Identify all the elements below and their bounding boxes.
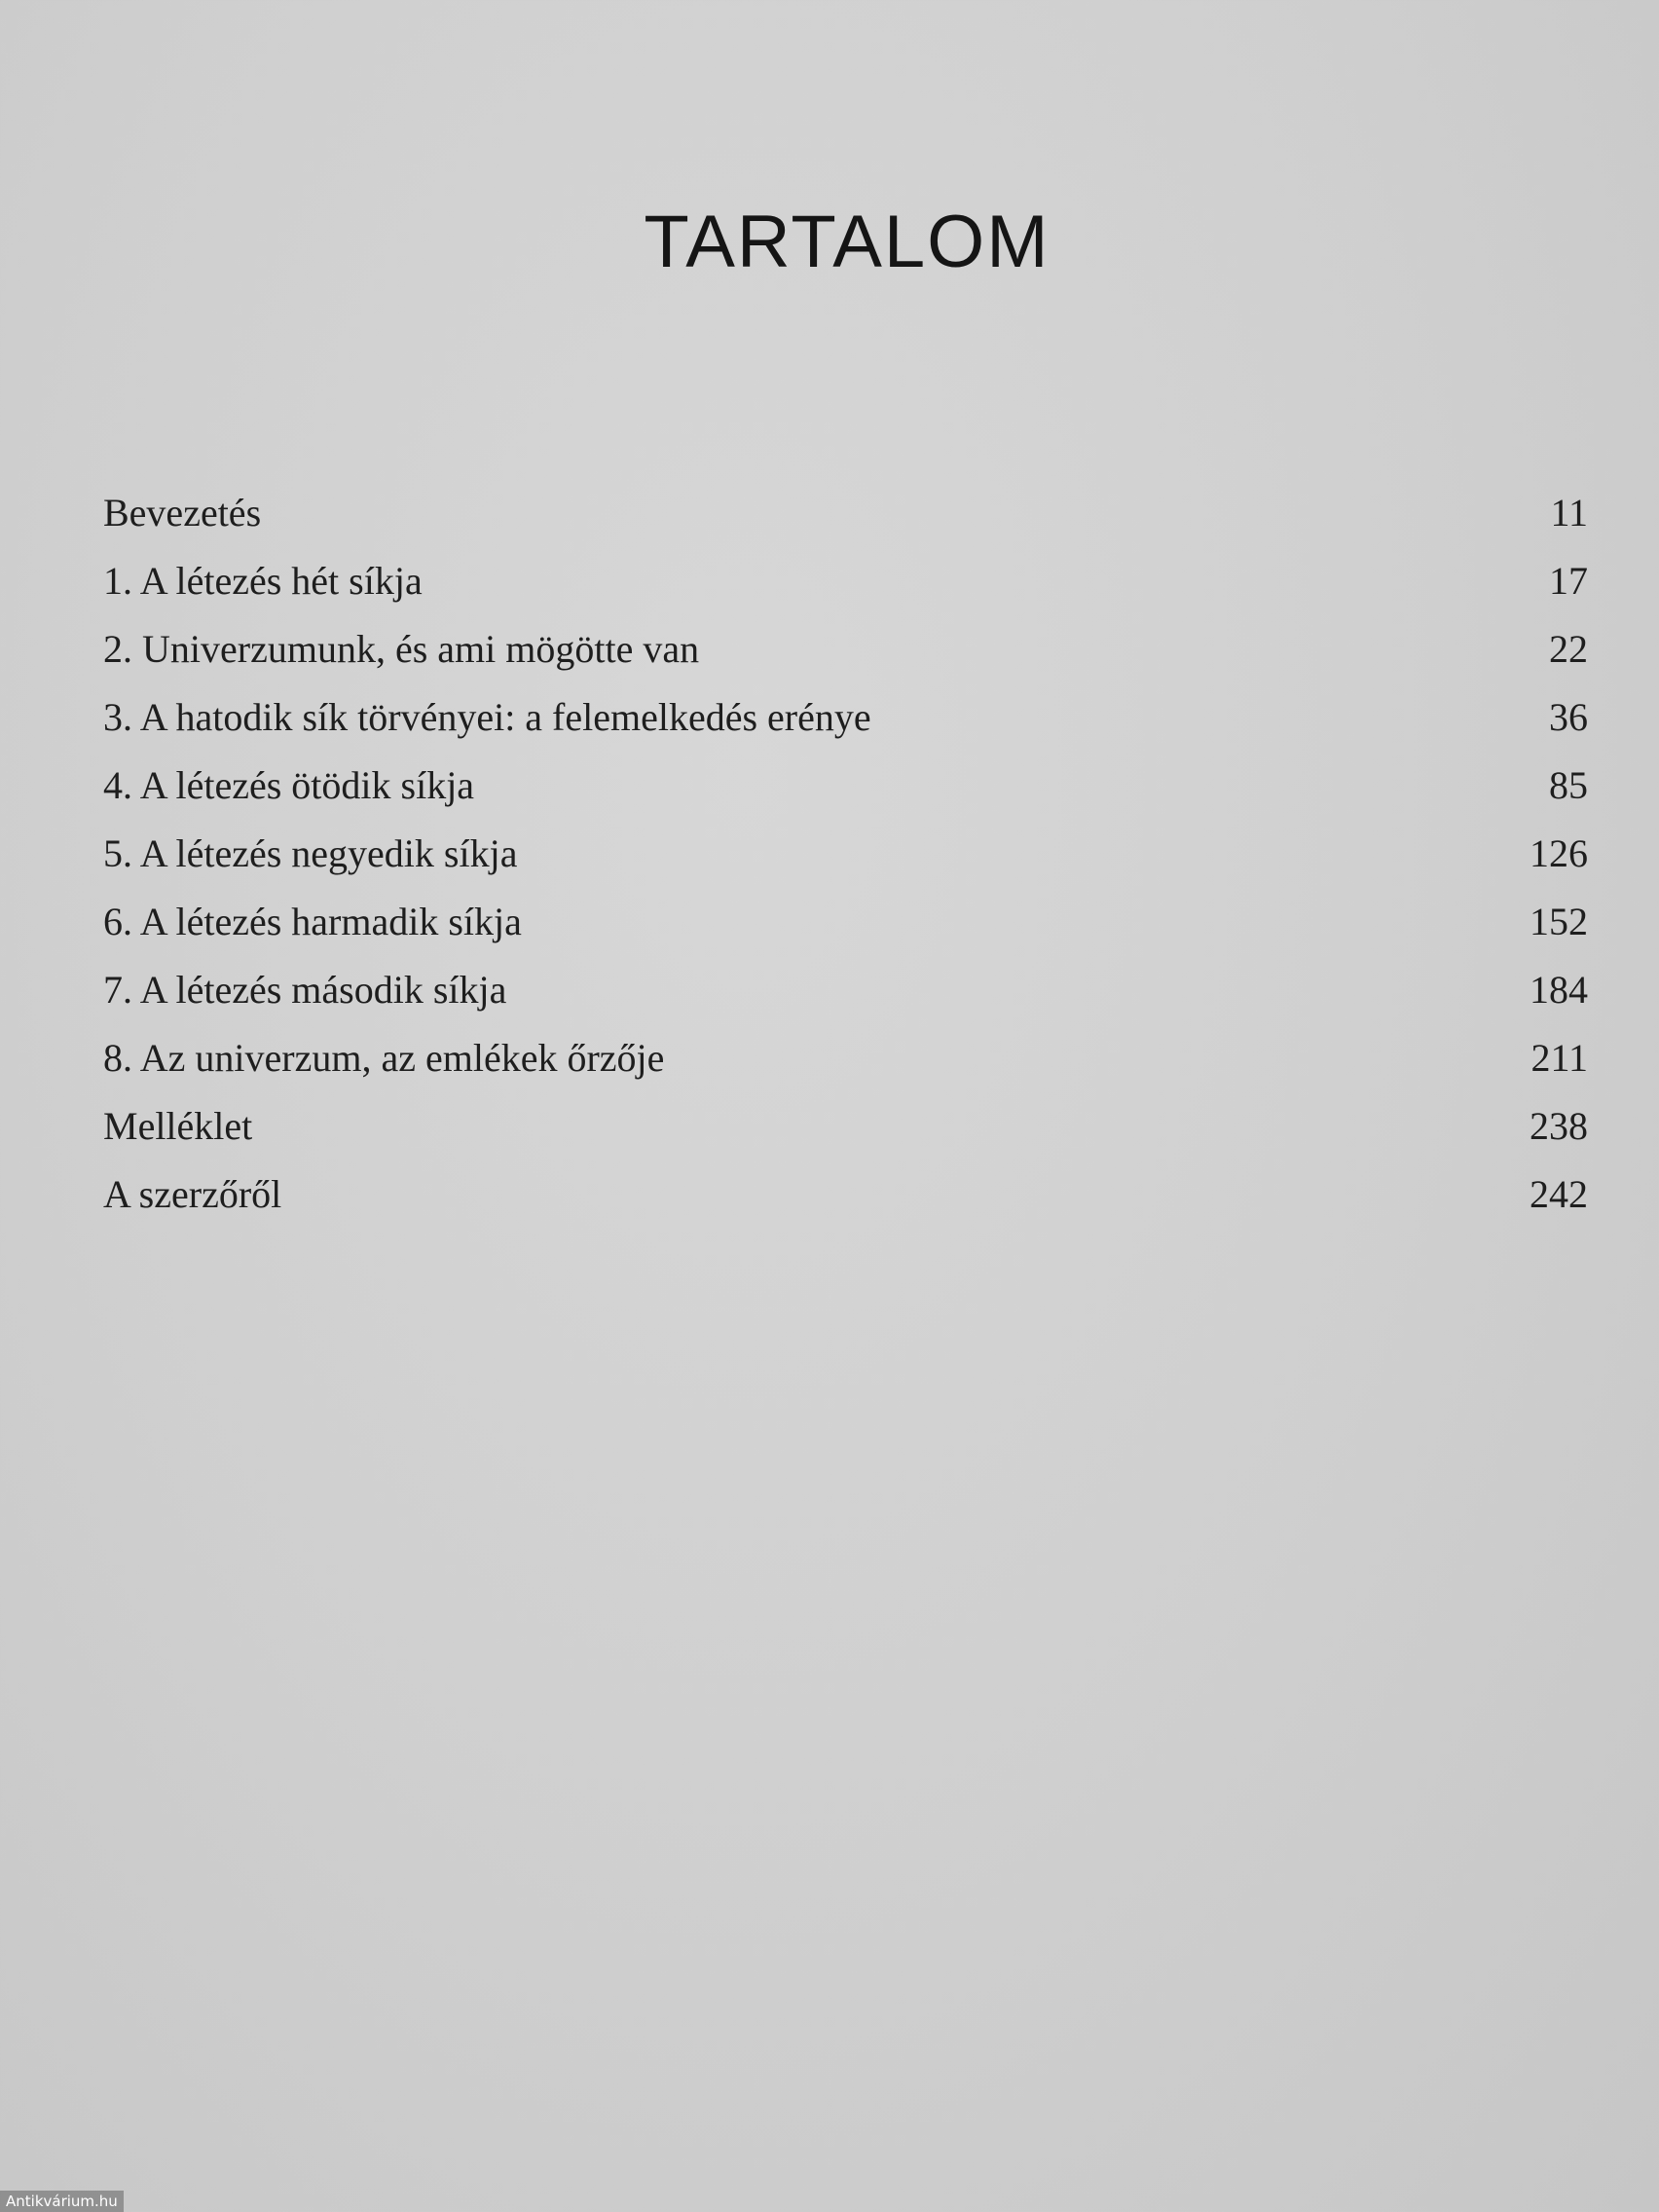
toc-entry <box>103 615 1588 683</box>
toc-entry <box>103 888 1588 956</box>
toc-entry <box>103 956 1588 1024</box>
table-of-contents <box>103 479 1588 1229</box>
toc-entry <box>103 752 1588 820</box>
toc-entry-page-number: 22 <box>1549 627 1588 671</box>
toc-entry-title: 2. Univerzumunk, és ami mögötte van <box>103 627 700 671</box>
toc-entry-title: A szerzőről <box>103 1172 282 1216</box>
toc-entry-page-number: 11 <box>1550 491 1588 535</box>
toc-entry-page-number: 184 <box>1530 968 1588 1012</box>
toc-entry-page-number: 152 <box>1530 900 1588 943</box>
toc-entry <box>103 547 1588 615</box>
toc-entry <box>103 1092 1588 1161</box>
toc-entry-title: 5. A létezés negyedik síkja <box>103 831 518 875</box>
toc-entry <box>103 1161 1588 1229</box>
toc-entry-page-number: 36 <box>1549 695 1588 739</box>
toc-entry-page-number: 238 <box>1530 1104 1588 1148</box>
toc-entry <box>103 820 1588 888</box>
toc-entry <box>103 479 1588 547</box>
toc-entry-title: 6. A létezés harmadik síkja <box>103 900 522 943</box>
toc-entry-page-number: 242 <box>1530 1172 1588 1216</box>
toc-entry-page-number: 126 <box>1530 831 1588 875</box>
toc-entry-title: 1. A létezés hét síkja <box>103 559 423 603</box>
toc-entry-page-number: 85 <box>1549 763 1588 807</box>
toc-entry-title: 4. A létezés ötödik síkja <box>103 763 475 807</box>
watermark: Antikvárium.hu <box>0 2191 124 2212</box>
toc-entry-title: 3. A hatodik sík törvényei: a felemelkedés erénye <box>103 695 871 739</box>
toc-entry-title: 7. A létezés második síkja <box>103 968 507 1012</box>
page-title: TARTALOM <box>644 201 1051 283</box>
toc-entry-title: Bevezetés <box>103 491 262 535</box>
toc-entry <box>103 683 1588 752</box>
toc-entry-page-number: 17 <box>1549 559 1588 603</box>
toc-entry-page-number: 211 <box>1530 1036 1588 1080</box>
toc-entry-title: 8. Az univerzum, az emlékek őrzője <box>103 1036 665 1080</box>
toc-entry <box>103 1024 1588 1092</box>
toc-entry-title: Melléklet <box>103 1104 253 1148</box>
